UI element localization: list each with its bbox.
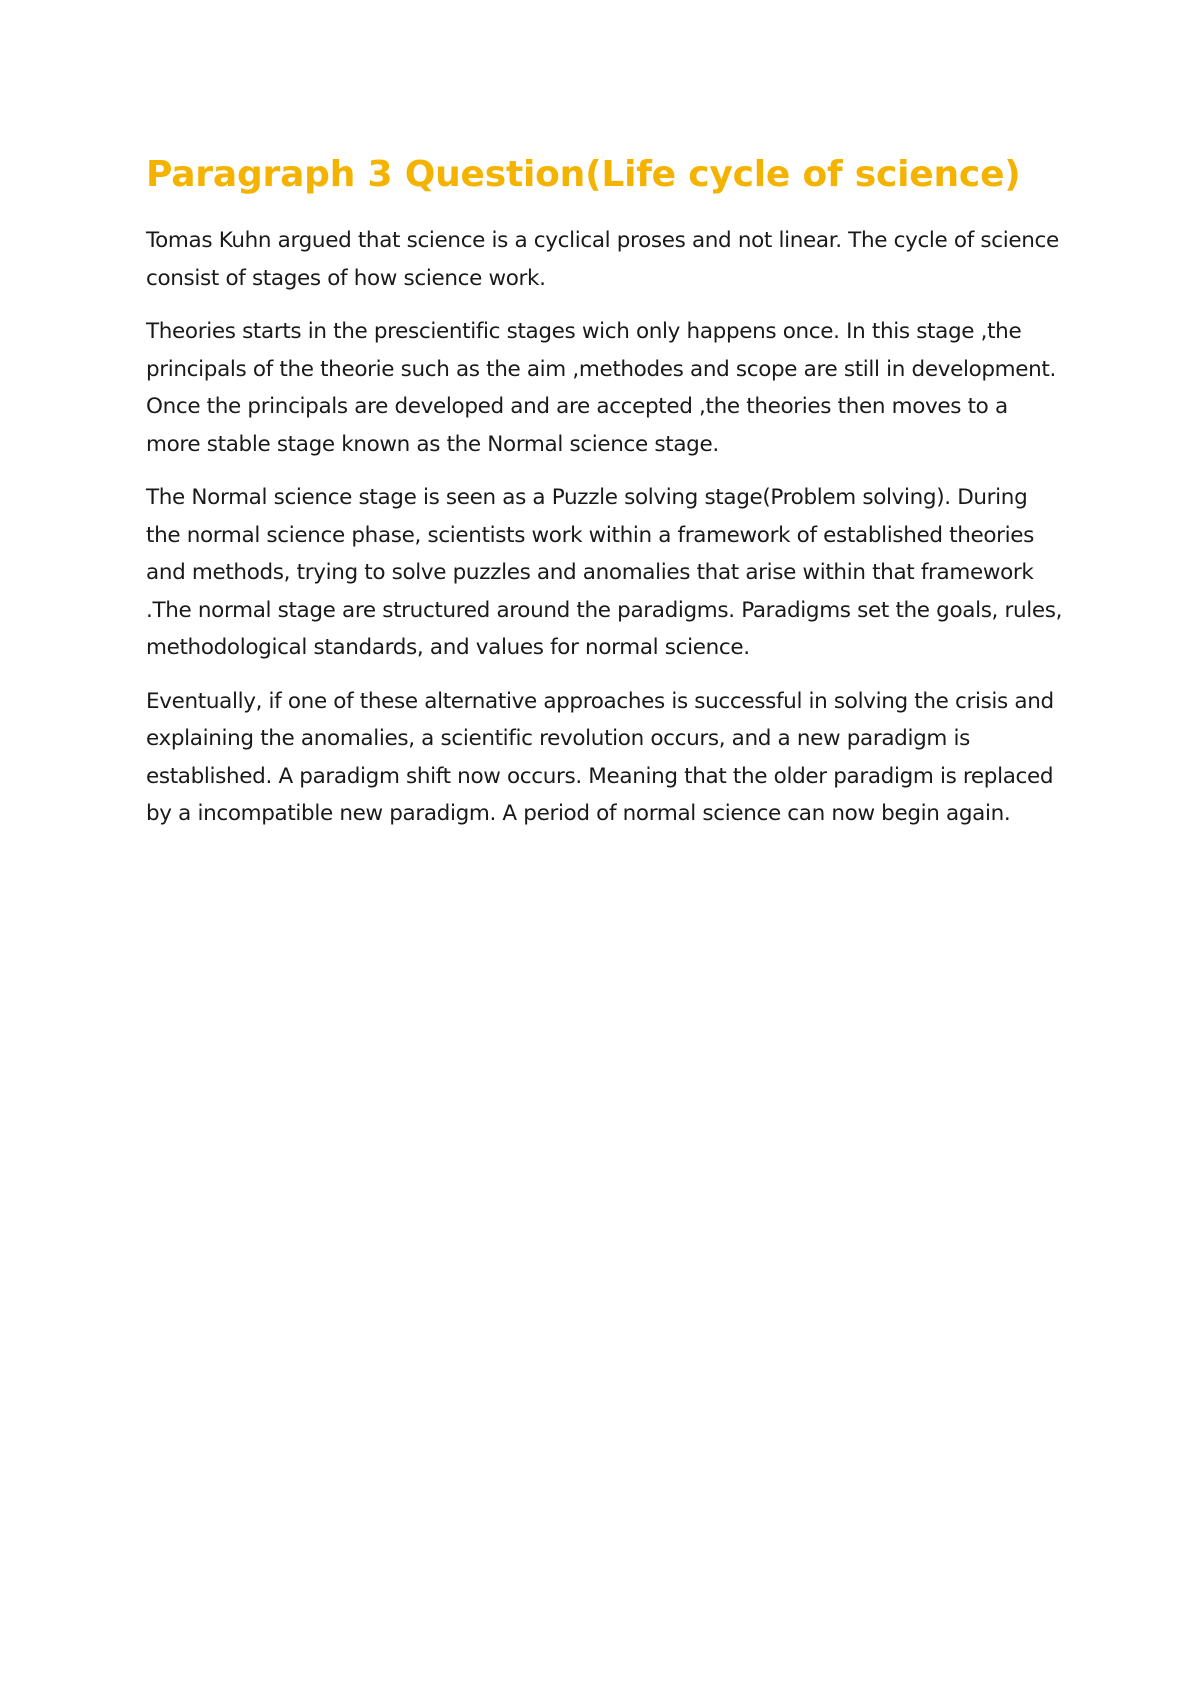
document-title: Paragraph 3 Question(Life cycle of science) xyxy=(146,154,1021,195)
document-body xyxy=(146,150,1066,849)
paragraph-scientific-revolution: Eventually, if one of these alternative approaches is successful in solving the crisis and explaining the anomalies, a scientific revolution occurs, and a new paradigm is established. A paradigm shift now occurs. Meaning that the older paradigm is replaced by a incompatible new paradigm. A period of normal science can now begin again. xyxy=(146,688,1054,826)
paragraph-intro: Tomas Kuhn argued that science is a cyclical proses and not linear. The cycle of science consist of stages of how science work. xyxy=(146,228,1059,291)
paragraph-normal-science-stage: The Normal science stage is seen as a Puzzle solving stage(Problem solving). During the normal science phase, scientists work within a framework of established theories and methods, trying to solve puzzles and anomalies that arise within that framework .The normal stage are structured around the paradigms. Paradigms set the goals, rules, methodological standards, and values for normal science. xyxy=(146,485,1063,660)
paragraph-prescientific-stage: Theories starts in the prescientific stages wich only happens once. In this stage ,the principals of the theorie such as the aim ,methodes and scope are still in development. Once the principals are developed and are accepted ,the theories then moves to a more stable stage known as the Normal science stage. xyxy=(146,319,1056,457)
